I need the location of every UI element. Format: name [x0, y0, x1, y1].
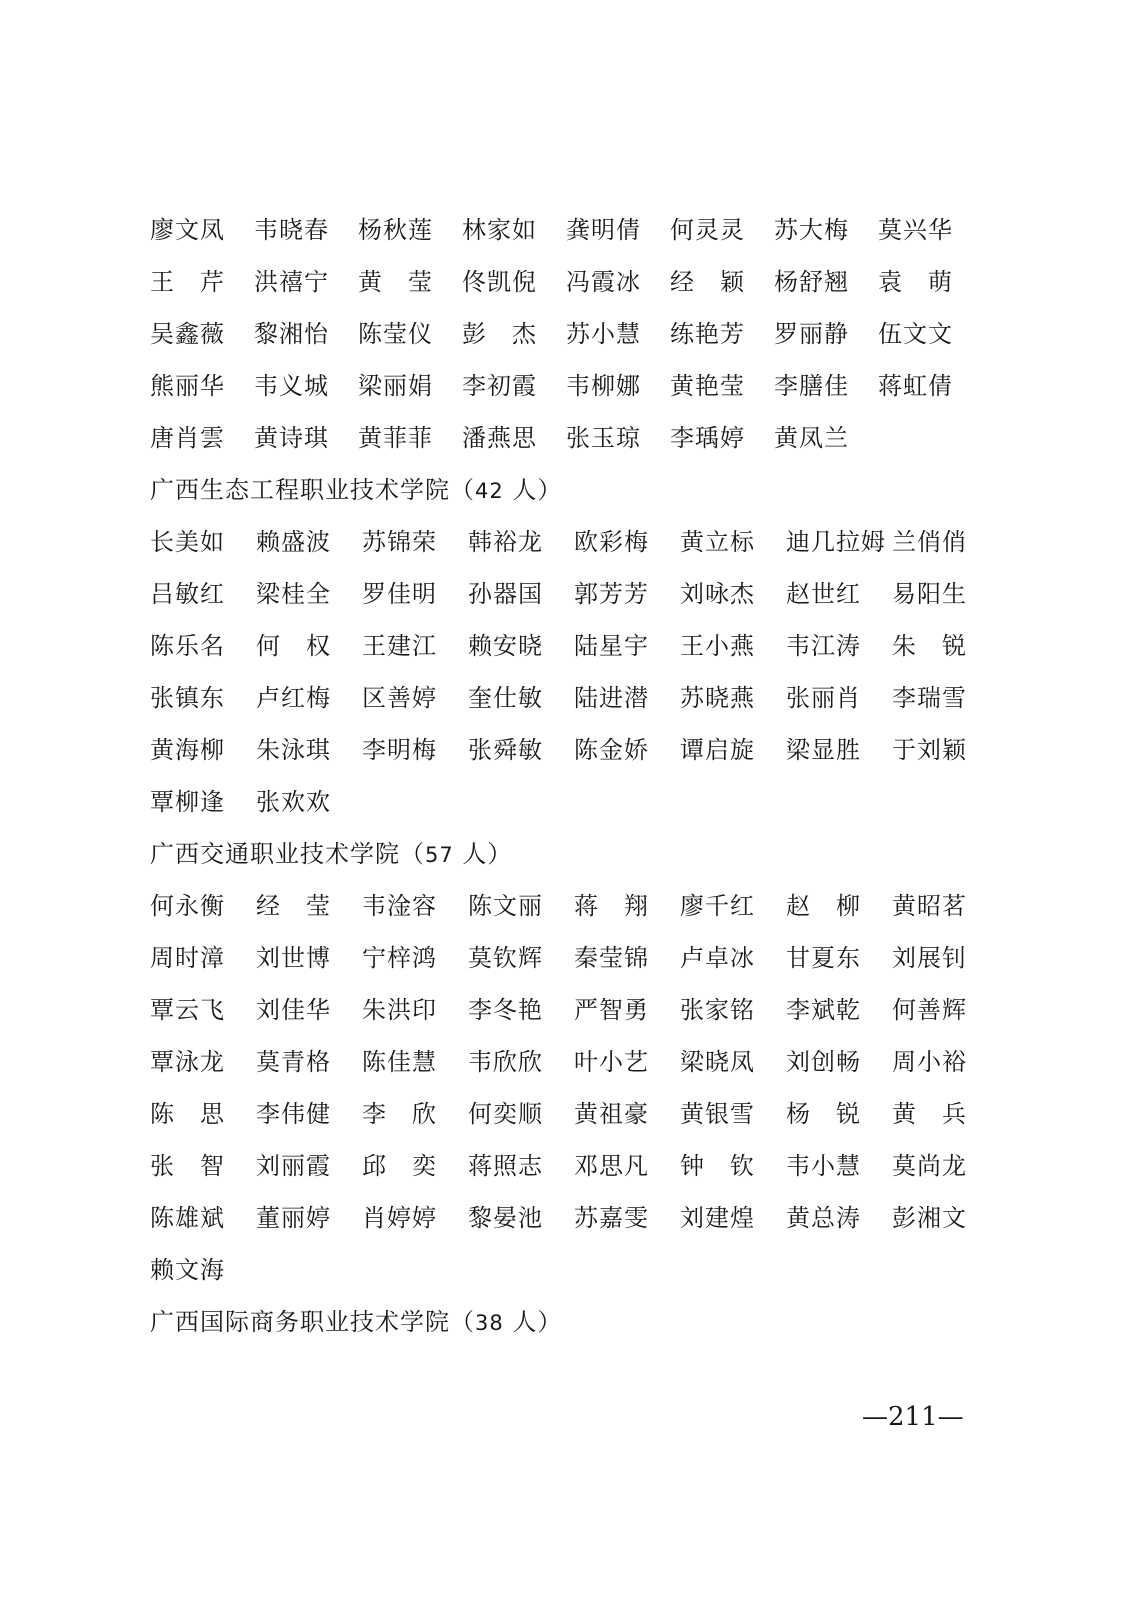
person-name: 秦莹锦 — [574, 944, 649, 972]
person-name: 杨舒翘 — [774, 268, 849, 296]
person-name: 王建江 — [362, 632, 437, 660]
person-name: 何善辉 — [892, 996, 967, 1024]
person-name: 邱 奕 — [362, 1152, 437, 1180]
person-name: 欧彩梅 — [574, 528, 649, 556]
person-name: 刘丽霞 — [256, 1152, 331, 1180]
name-row — [150, 256, 1010, 308]
person-name: 黄总涛 — [786, 1204, 861, 1232]
person-name: 迪几拉姆 — [786, 528, 886, 556]
person-name: 罗丽静 — [774, 320, 849, 348]
person-name: 梁显胜 — [786, 736, 861, 764]
person-name: 孙器国 — [468, 580, 543, 608]
person-name: 彭湘文 — [892, 1204, 967, 1232]
person-name: 黎湘怡 — [254, 320, 329, 348]
person-name: 经 颖 — [670, 268, 745, 296]
person-name: 梁丽娟 — [358, 372, 433, 400]
person-name: 洪禧宁 — [254, 268, 329, 296]
person-name: 刘咏杰 — [680, 580, 755, 608]
person-name: 钟 钦 — [680, 1152, 755, 1180]
person-name: 黄银雪 — [680, 1100, 755, 1128]
person-name: 苏嘉雯 — [574, 1204, 649, 1232]
person-name: 刘佳华 — [256, 996, 331, 1024]
person-name: 韦柳娜 — [566, 372, 641, 400]
person-name: 陈雄斌 — [150, 1204, 225, 1232]
person-name: 张 智 — [150, 1152, 225, 1180]
person-name: 王小燕 — [680, 632, 755, 660]
heading-count: 38 — [475, 1311, 504, 1335]
person-name: 于刘颖 — [892, 736, 967, 764]
page-number: —211— — [862, 1402, 964, 1432]
person-name: 黄艳莹 — [670, 372, 745, 400]
person-name: 刘展钊 — [892, 944, 967, 972]
person-name: 刘创畅 — [786, 1048, 861, 1076]
person-name: 奎仕敏 — [468, 684, 543, 712]
person-name: 李斌乾 — [786, 996, 861, 1024]
heading-count: 42 — [475, 479, 504, 503]
person-name: 陆进潜 — [574, 684, 649, 712]
person-name: 黄菲菲 — [358, 424, 433, 452]
person-name: 张丽肖 — [786, 684, 861, 712]
name-row — [150, 1140, 1010, 1192]
name-row — [150, 932, 1010, 984]
name-row — [150, 360, 1010, 412]
person-name: 张欢欢 — [256, 788, 331, 816]
person-name: 赖文海 — [150, 1256, 225, 1284]
heading-suffix: 人） — [503, 476, 563, 504]
person-name: 苏锦荣 — [362, 528, 437, 556]
name-row — [150, 672, 1010, 724]
person-name: 莫兴华 — [878, 216, 953, 244]
person-name: 彭 杰 — [462, 320, 537, 348]
person-name: 覃云飞 — [150, 996, 225, 1024]
person-name: 谭启旋 — [680, 736, 755, 764]
person-name: 覃泳龙 — [150, 1048, 225, 1076]
person-name: 吴鑫薇 — [150, 320, 225, 348]
heading-suffix: 人） — [453, 840, 513, 868]
person-name: 李膳佳 — [774, 372, 849, 400]
person-name: 赖安晓 — [468, 632, 543, 660]
heading-count: 57 — [425, 843, 454, 867]
person-name: 韦晓春 — [254, 216, 329, 244]
person-name: 林家如 — [462, 216, 537, 244]
person-name: 佟凯倪 — [462, 268, 537, 296]
section-3-names — [150, 880, 1010, 1296]
person-name: 肖婷婷 — [362, 1204, 437, 1232]
person-name: 何 权 — [256, 632, 331, 660]
person-name: 董丽婷 — [256, 1204, 331, 1232]
person-name: 苏小慧 — [566, 320, 641, 348]
person-name: 甘夏东 — [786, 944, 861, 972]
person-name: 韦淦容 — [362, 892, 437, 920]
name-row — [150, 204, 1010, 256]
person-name: 韦小慧 — [786, 1152, 861, 1180]
person-name: 赵 柳 — [786, 892, 861, 920]
person-name: 长美如 — [150, 528, 225, 556]
person-name: 冯霞冰 — [566, 268, 641, 296]
person-name: 李 欣 — [362, 1100, 437, 1128]
person-name: 李伟健 — [256, 1100, 331, 1128]
person-name: 陆星宇 — [574, 632, 649, 660]
name-row — [150, 880, 1010, 932]
heading-text: 广西交通职业技术学院（ — [150, 840, 425, 868]
person-name: 韦欣欣 — [468, 1048, 543, 1076]
person-name: 陈金娇 — [574, 736, 649, 764]
person-name: 韦江涛 — [786, 632, 861, 660]
person-name: 卢红梅 — [256, 684, 331, 712]
person-name: 练艳芳 — [670, 320, 745, 348]
person-name: 张家铭 — [680, 996, 755, 1024]
person-name: 朱泳琪 — [256, 736, 331, 764]
person-name: 罗佳明 — [362, 580, 437, 608]
person-name: 廖千红 — [680, 892, 755, 920]
person-name: 叶小艺 — [574, 1048, 649, 1076]
person-name: 刘世博 — [256, 944, 331, 972]
person-name: 吕敏红 — [150, 580, 225, 608]
person-name: 梁桂全 — [256, 580, 331, 608]
person-name: 黄昭茗 — [892, 892, 967, 920]
name-list-content — [150, 204, 1010, 1348]
name-row — [150, 1088, 1010, 1140]
person-name: 宁梓鸿 — [362, 944, 437, 972]
person-name: 李瑞雪 — [892, 684, 967, 712]
person-name: 朱洪印 — [362, 996, 437, 1024]
person-name: 袁 萌 — [878, 268, 953, 296]
person-name: 李冬艳 — [468, 996, 543, 1024]
person-name: 黄凤兰 — [774, 424, 849, 452]
section-heading-guangxi-transport — [150, 828, 1010, 880]
person-name: 张舜敏 — [468, 736, 543, 764]
person-name: 伍文文 — [878, 320, 953, 348]
person-name: 唐肖雲 — [150, 424, 225, 452]
person-name: 杨 锐 — [786, 1100, 861, 1128]
person-name: 陈文丽 — [468, 892, 543, 920]
person-name: 黄立标 — [680, 528, 755, 556]
name-row — [150, 724, 1010, 776]
person-name: 黄诗琪 — [254, 424, 329, 452]
person-name: 邓思凡 — [574, 1152, 649, 1180]
person-name: 何灵灵 — [670, 216, 745, 244]
person-name: 莫青格 — [256, 1048, 331, 1076]
name-row — [150, 308, 1010, 360]
person-name: 区善婷 — [362, 684, 437, 712]
person-name: 韦义城 — [254, 372, 329, 400]
section-1-names — [150, 204, 1010, 464]
person-name: 兰俏俏 — [892, 528, 967, 556]
person-name: 黎晏池 — [468, 1204, 543, 1232]
person-name: 莫尚龙 — [892, 1152, 967, 1180]
person-name: 蒋 翔 — [574, 892, 649, 920]
person-name: 赖盛波 — [256, 528, 331, 556]
person-name: 陈 思 — [150, 1100, 225, 1128]
person-name: 王 芹 — [150, 268, 225, 296]
heading-text: 广西国际商务职业技术学院（ — [150, 1308, 475, 1336]
person-name: 廖文凤 — [150, 216, 225, 244]
person-name: 黄 兵 — [892, 1100, 967, 1128]
section-heading-guangxi-international-business — [150, 1296, 1010, 1348]
person-name: 易阳生 — [892, 580, 967, 608]
person-name: 黄 莹 — [358, 268, 433, 296]
person-name: 周小裕 — [892, 1048, 967, 1076]
person-name: 莫钦辉 — [468, 944, 543, 972]
person-name: 严智勇 — [574, 996, 649, 1024]
person-name: 何永衡 — [150, 892, 225, 920]
name-row — [150, 516, 1010, 568]
section-2-names — [150, 516, 1010, 828]
person-name: 杨秋莲 — [358, 216, 433, 244]
person-name: 龚明倩 — [566, 216, 641, 244]
person-name: 何奕顺 — [468, 1100, 543, 1128]
person-name: 苏大梅 — [774, 216, 849, 244]
name-row — [150, 568, 1010, 620]
person-name: 李瑀婷 — [670, 424, 745, 452]
name-row — [150, 776, 1010, 828]
name-row — [150, 1036, 1010, 1088]
person-name: 张玉琼 — [566, 424, 641, 452]
person-name: 李明梅 — [362, 736, 437, 764]
person-name: 张镇东 — [150, 684, 225, 712]
section-heading-guangxi-ecological — [150, 464, 1010, 516]
person-name: 蒋照志 — [468, 1152, 543, 1180]
heading-text: 广西生态工程职业技术学院（ — [150, 476, 475, 504]
person-name: 赵世红 — [786, 580, 861, 608]
person-name: 苏晓燕 — [680, 684, 755, 712]
name-row — [150, 1244, 1010, 1296]
person-name: 黄祖豪 — [574, 1100, 649, 1128]
person-name: 覃柳逢 — [150, 788, 225, 816]
name-row — [150, 1192, 1010, 1244]
person-name: 熊丽华 — [150, 372, 225, 400]
person-name: 陈乐名 — [150, 632, 225, 660]
person-name: 陈莹仪 — [358, 320, 433, 348]
person-name: 梁晓凤 — [680, 1048, 755, 1076]
person-name: 陈佳慧 — [362, 1048, 437, 1076]
person-name: 潘燕思 — [462, 424, 537, 452]
person-name: 蒋虹倩 — [878, 372, 953, 400]
person-name: 郭芳芳 — [574, 580, 649, 608]
person-name: 朱 锐 — [892, 632, 967, 660]
person-name: 韩裕龙 — [468, 528, 543, 556]
name-row — [150, 620, 1010, 672]
person-name: 经 莹 — [256, 892, 331, 920]
name-row — [150, 984, 1010, 1036]
person-name: 卢卓冰 — [680, 944, 755, 972]
name-row — [150, 412, 1010, 464]
person-name: 李初霞 — [462, 372, 537, 400]
person-name: 周时漳 — [150, 944, 225, 972]
person-name: 刘建煌 — [680, 1204, 755, 1232]
heading-suffix: 人） — [503, 1308, 563, 1336]
person-name: 黄海柳 — [150, 736, 225, 764]
